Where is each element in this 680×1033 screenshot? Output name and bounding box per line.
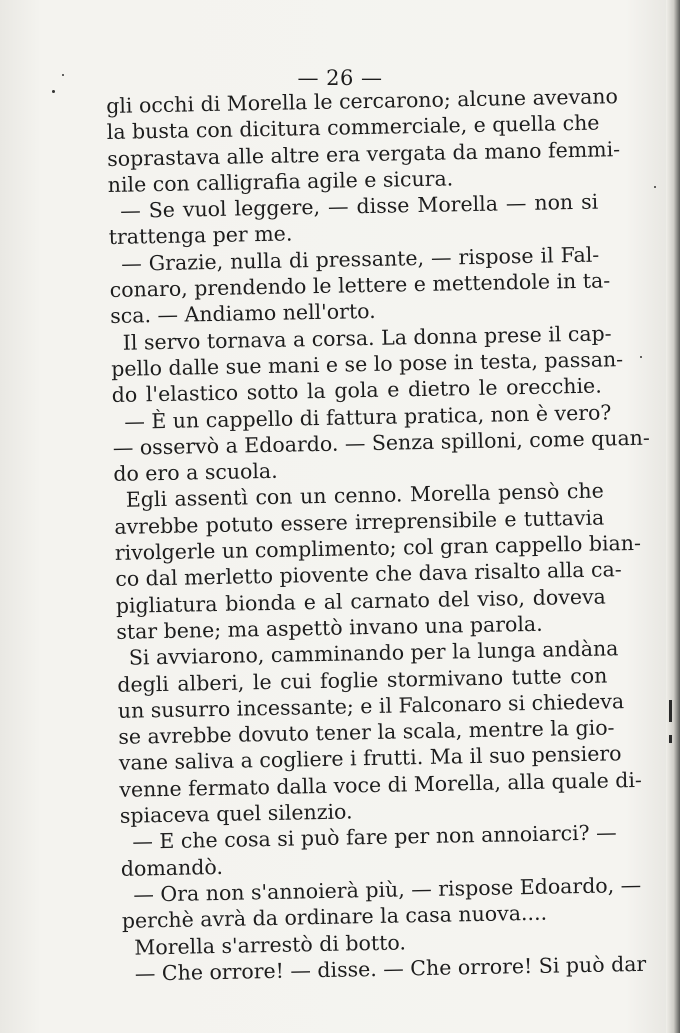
ink-speck [640, 356, 642, 358]
scan-edge-mark [669, 735, 672, 743]
text-line: nile con calligrafia agile e sicura. [107, 166, 454, 197]
text-line: un susurro incessante; e il Falconaro si chiedeva [117, 688, 625, 723]
text-line: trattenga per me. [108, 221, 293, 250]
text-line: — Se vuol leggere, — disse Morella — non si [120, 189, 599, 223]
text-line: degli alberi, le cui foglie stormivano tutte con [117, 663, 608, 697]
text-line: vane saliva a cogliere i frutti. Ma il suo pensiero [118, 741, 622, 776]
page-number: — 26 — [297, 66, 383, 90]
text-line: domandò. [120, 854, 224, 881]
text-line: gli occhi di Morella le cercarono; alcune avevano [106, 84, 619, 118]
scan-edge-mark [669, 700, 672, 722]
ink-speck [52, 90, 55, 93]
text-line: Il servo tornava a corsa. La donna prese il cap- [122, 321, 612, 355]
text-line: spiaceva quel silenzio. [119, 799, 353, 828]
page-edge-shadow [666, 0, 680, 1033]
text-line: sca. — Andiamo nell'orto. [110, 299, 376, 329]
text-line: pello dalle sue mani e se lo pose in testa, passan- [111, 347, 624, 381]
text-line: pigliatura bionda e al carnato del viso, doveva [115, 584, 606, 618]
text-line: avrebbe potuto essere irreprensibile e tuttavia [114, 505, 605, 539]
text-line: do ero a scuola. [113, 458, 278, 487]
text-line: co dal merletto piovente che dava risalto alla ca- [115, 557, 622, 592]
ink-speck [654, 186, 656, 188]
text-line: — Ora non s'annoierà più, — rispose Edoardo, — [133, 872, 642, 907]
text-line: soprastava alle altre era vergata da mano femmi- [107, 136, 621, 171]
text-line: perchè avrà da ordinare la casa nuova.... [121, 900, 548, 934]
text-line: — Che orrore! — disse. — Che orrore! Si può dar [134, 951, 647, 986]
text-line: rivolgerle un complimento; col gran cappello bian- [114, 530, 642, 565]
text-line: — È un cappello di fattura pratica, non è vero? [124, 399, 612, 434]
text-line: venne fermato dalla voce di Morella, alla quale di- [119, 767, 643, 802]
text-line: star bene; ma aspettò invano una parola. [116, 611, 543, 644]
text-line: do l'elastico sotto la gola e dietro le orecchie. [111, 373, 602, 408]
body-text [106, 84, 651, 987]
text-line: — E che cosa si può fare per non annoiarci? — [132, 820, 617, 854]
text-line: conaro, prendendo le lettere e mettendole in ta- [109, 268, 611, 303]
text-line: Morella s'arrestò di botto. [134, 929, 407, 960]
text-line: Si avviarono, camminando per la lunga andàna [128, 636, 619, 670]
text-line: — osservò a Edoardo. — Senza spilloni, come quan- [112, 425, 651, 460]
text-line: se avrebbe dovuto tener la scala, mentre la gio- [118, 715, 615, 750]
text-line: — Grazie, nulla di pressante, — rispose il Fal- [121, 242, 600, 276]
text-line: Egli assentì con un cenno. Morella pensò che [125, 478, 604, 513]
text-line: la busta con dicitura commerciale, e quella che [106, 110, 600, 145]
